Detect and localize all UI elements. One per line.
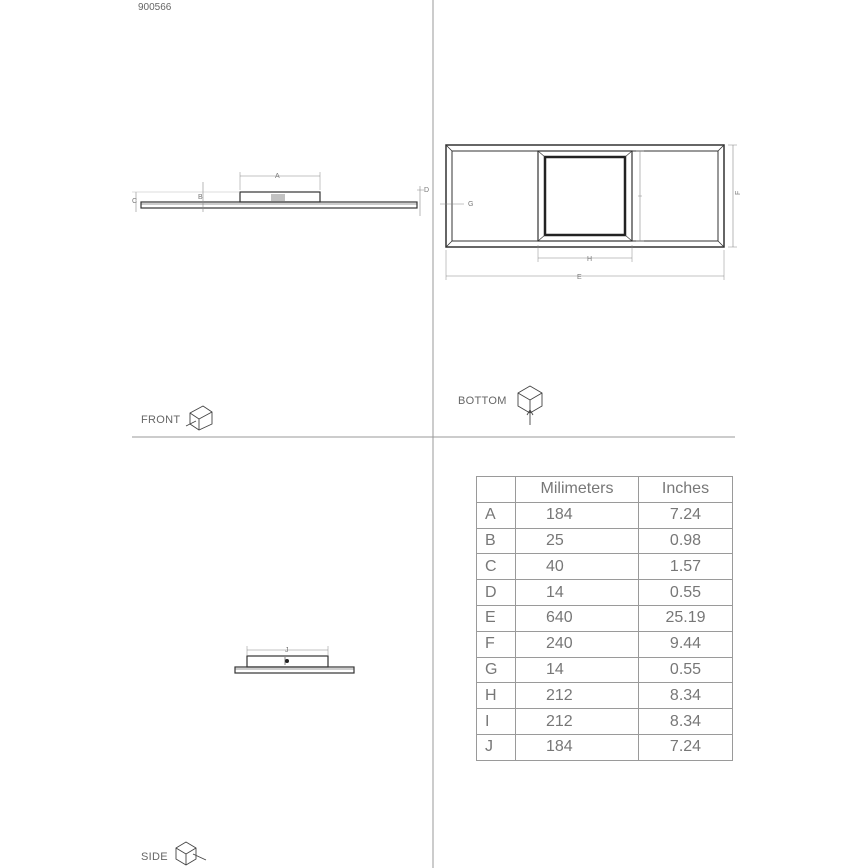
dim-label-h: H (587, 256, 593, 263)
row-label: A (477, 502, 516, 528)
table-row (477, 683, 733, 709)
row-inches: 25.19 (639, 605, 733, 631)
row-mm: 14 (516, 657, 639, 683)
side-view (235, 646, 354, 673)
row-mm: 25 (516, 528, 639, 554)
row-label: H (477, 683, 516, 709)
row-mm: 212 (516, 683, 639, 709)
table-row (477, 631, 733, 657)
table-row (477, 734, 733, 760)
dim-label-j: J (285, 647, 289, 654)
side-panel (235, 667, 354, 673)
bottom-view-cube-icon (518, 386, 542, 425)
dim-label-g: G (468, 201, 474, 208)
table-row (477, 554, 733, 580)
row-mm: 240 (516, 631, 639, 657)
front-view-cube-icon (186, 406, 212, 430)
table-row (477, 580, 733, 606)
table-row (477, 528, 733, 554)
row-inches: 9.44 (639, 631, 733, 657)
dim-label-f: F (735, 190, 742, 195)
dim-label-b: B (198, 194, 203, 201)
side-cable-dot (285, 659, 289, 663)
dim-label-c: C (132, 198, 138, 205)
row-inches: 0.55 (639, 657, 733, 683)
bottom-outer-frame (446, 145, 724, 247)
table-header-blank (477, 477, 516, 503)
row-inches: 7.24 (639, 734, 733, 760)
row-label: C (477, 554, 516, 580)
row-inches: 0.55 (639, 580, 733, 606)
row-mm: 184 (516, 734, 639, 760)
row-mm: 212 (516, 709, 639, 735)
row-inches: 8.34 (639, 709, 733, 735)
table-row (477, 657, 733, 683)
row-inches: 7.24 (639, 502, 733, 528)
dim-label-e: E (577, 274, 582, 281)
bottom-view-label: BOTTOM (458, 395, 507, 407)
row-inches: 0.98 (639, 528, 733, 554)
bottom-view (440, 145, 742, 281)
row-label: D (477, 580, 516, 606)
table-row (477, 605, 733, 631)
front-view (132, 172, 429, 216)
row-mm: 184 (516, 502, 639, 528)
product-code: 900566 (138, 2, 172, 13)
row-label: I (477, 709, 516, 735)
bottom-center-frame (538, 151, 632, 241)
row-label: G (477, 657, 516, 683)
row-label: F (477, 631, 516, 657)
dim-label-d: D (424, 187, 430, 194)
row-label: J (477, 734, 516, 760)
table-header-row (477, 477, 733, 503)
row-inches: 8.34 (639, 683, 733, 709)
front-panel (141, 202, 417, 208)
row-inches: 1.57 (639, 554, 733, 580)
table-row (477, 709, 733, 735)
bottom-inner-frame (452, 151, 718, 241)
row-mm: 40 (516, 554, 639, 580)
table-header-inches: Inches (639, 477, 733, 503)
row-label: B (477, 528, 516, 554)
table-row (477, 502, 733, 528)
bottom-center-panel (545, 157, 625, 235)
front-view-label: FRONT (141, 414, 181, 426)
row-mm: 640 (516, 605, 639, 631)
table-header-mm: Milimeters (516, 477, 639, 503)
dim-label-a: A (275, 173, 280, 180)
row-label: E (477, 605, 516, 631)
side-view-label: SIDE (141, 851, 168, 863)
row-mm: 14 (516, 580, 639, 606)
side-view-cube-icon (176, 842, 206, 865)
dimension-table (476, 476, 733, 761)
